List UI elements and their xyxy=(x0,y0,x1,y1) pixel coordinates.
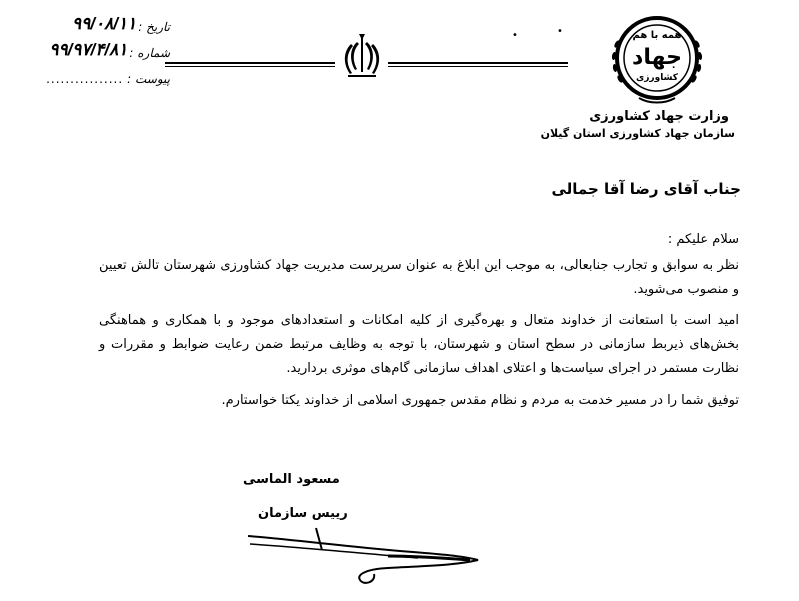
attachment-value: ................ xyxy=(46,72,124,86)
header-rule-left-under xyxy=(165,66,335,67)
date-row xyxy=(10,8,170,34)
number-row xyxy=(10,34,170,60)
number-value: ۹۹/۹۷/۴/۸۱ xyxy=(49,40,128,59)
signature-icon xyxy=(238,522,483,592)
dot-mark: • xyxy=(557,26,563,37)
header-rule-right xyxy=(388,62,568,64)
logo-sub-text: کشاورزی xyxy=(636,73,678,83)
attachment-row xyxy=(10,60,170,86)
logo-arc-text: همه با هم xyxy=(632,30,682,41)
number-label: شماره : xyxy=(129,46,170,60)
greeting: سلام علیکم : xyxy=(667,232,739,247)
header-rule-left xyxy=(165,62,335,64)
iran-emblem-icon xyxy=(340,32,384,80)
letter-meta xyxy=(10,8,170,86)
attachment-label: پیوست : xyxy=(127,72,170,86)
logo-main-text: جهاد xyxy=(632,45,682,70)
organization-name: سازمان جهاد کشاورزی استان گیلان xyxy=(540,127,735,140)
jahad-logo xyxy=(603,14,711,106)
paragraph-expectations: امید است با استعانت از خداوند متعال و بهره‌گیری از کلیه امکانات و استعدادهای موجود و با همکاری و هماهنگی بخش‌های ذیربط سازمانی در سطح استان و شهرستان، با توجه به وظایف مرتبط ضمن رعایت ضوابط و مقررات و نظارت مستمر در اجرای سیاست‌ها و اعتلای اهداف سازمانی گام‌های موثری بردارید. xyxy=(99,313,739,376)
ministry-name: وزارت جهاد کشاورزی xyxy=(589,109,729,124)
date-value: ۹۹/۰۸/۱۱ xyxy=(72,14,137,33)
header-rule-right-under xyxy=(388,66,568,67)
signatory-name: مسعود الماسی xyxy=(243,472,340,487)
date-label: تاریخ : xyxy=(138,20,170,34)
recipient: جناب آقای رضا آقا جمالی xyxy=(551,180,741,198)
dot-mark: • xyxy=(512,30,518,41)
paragraph-appointment: نظر به سوابق و تجارب جنابعالی، به موجب این ابلاغ به عنوان سرپرست مدیریت جهاد کشاورزی شهرستان تالش تعیین و منصوب می‌شوید. xyxy=(99,258,739,297)
paragraph-closing: توفیق شما را در مسیر خدمت به مردم و نظام مقدس جمهوری اسلامی از خداوند یکتا خواستارم. xyxy=(221,393,739,408)
signatory-title: رییس سازمان xyxy=(258,506,348,521)
